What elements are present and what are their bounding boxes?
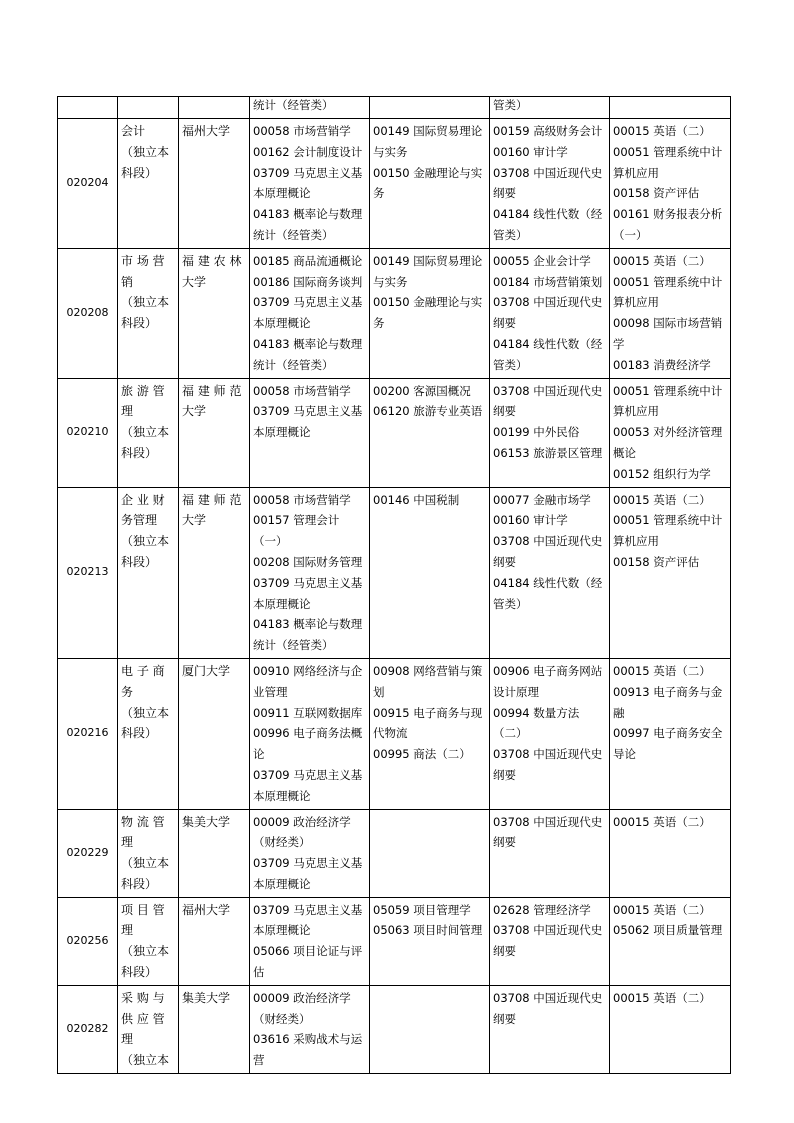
course-table-page [57,96,730,1074]
major-name-cell-line: 科段） [121,876,158,891]
table-body [58,97,731,1074]
course-cell-3-line: 00077 金融市场学 [493,492,591,507]
course-cell-4-line: 00997 电子商务安全 [613,726,723,741]
major-name-cell-line: 务 [121,684,134,699]
school-cell [179,248,250,378]
course-cell-3-line: 00199 中外民俗 [493,425,580,440]
course-cell-4 [610,985,731,1073]
course-cell-3-line: 纲要 [493,554,516,569]
course-cell-3-line: 00994 数量方法（二） [493,705,580,741]
course-cell-1 [250,897,370,985]
course-cell-3-line: 纲要 [493,316,516,331]
course-cell-4-line: 算机应用 [613,165,659,180]
course-cell-1 [250,658,370,809]
major-name-cell-line: （独立本 [121,295,170,310]
course-cell-1-line: 03709 马克思主义基 [253,165,363,180]
course-cell-3-line: 纲要 [493,835,516,850]
course-cell-3 [490,985,610,1073]
course-cell-3 [490,248,610,378]
cont-course-cell-4 [610,97,731,119]
course-cell-2-line: 务 [373,316,385,331]
course-cell-1-line: 05066 项目论证与评 [253,944,363,959]
major-name-cell-line: 理 [121,1032,134,1047]
course-cell-4-line: 融 [613,705,625,720]
table-row [58,985,731,1073]
course-cell-1-line: 03709 马克思主义基 [253,767,363,782]
course-cell-2-line: 00149 国际贸易理论 [373,124,483,138]
school-cell-line: 大学 [182,513,207,528]
school-cell-line: 集美大学 [182,990,231,1005]
course-cell-1-line: 04183 概率论与数理 [253,617,363,632]
course-cell-1 [250,809,370,897]
table-row [58,658,731,809]
course-cell-2-line: 与实务 [373,274,408,289]
school-cell-line: 福 建 师 范 [182,383,242,398]
course-cell-4 [610,809,731,897]
course-cell-4-line: 00913 电子商务与金 [613,684,723,699]
course-cell-2-line: 00200 客源国概况 [373,383,471,398]
course-cell-4-line: 00015 英语（二） [613,990,711,1005]
course-cell-1-line: 业管理 [253,684,288,699]
school-cell [179,378,250,487]
course-cell-4-line: 00015 英语（二） [613,814,711,829]
major-name-cell-line: 务管理 [121,513,158,528]
cont-major-cell [118,97,179,119]
major-name-cell-line: 会计 [121,124,146,138]
course-cell-1-line: 本原理概论 [253,788,311,803]
major-name-cell-line: 供 应 管 [121,1011,165,1026]
course-cell-3-line: 03708 中国近现代史 [493,990,603,1005]
major-name-cell-line: （独立本 [121,534,170,549]
course-cell-4-line: 00015 英语（二） [613,253,711,268]
course-cell-4-line: 00015 英语（二） [613,902,711,917]
course-cell-1-line: 04183 概率论与数理 [253,207,363,222]
course-cell-3-line: 纲要 [493,404,516,419]
table-row [58,248,731,378]
course-cell-3-line: 03708 中国近现代史 [493,923,603,938]
course-cell-2-line: 00995 商法（二） [373,747,471,762]
course-cell-2-line: 与实务 [373,144,408,159]
continuation-row [58,97,731,119]
course-cell-3 [490,809,610,897]
school-cell [179,897,250,985]
course-cell-4-line: 导论 [613,747,636,762]
course-cell-2 [370,119,490,249]
major-name-cell-line: 科段） [121,165,158,180]
school-cell [179,487,250,658]
course-cell-4 [610,487,731,658]
course-cell-1-line: （财经类） [253,835,311,850]
major-name-cell-line: （独立本 [121,425,170,440]
course-cell-1 [250,248,370,378]
major-code-cell: 020213 [58,487,118,658]
major-code-cell: 020282 [58,985,118,1073]
major-name-cell [118,119,179,249]
course-cell-1-line: 本原理概论 [253,876,311,891]
course-cell-1-line: 04183 概率论与数理 [253,336,363,351]
major-name-cell-line: 科段） [121,965,158,980]
course-cell-2-line: 划 [373,684,385,699]
major-name-cell-line: 科段） [121,726,158,741]
course-cell-2-line: 00150 金融理论与实 [373,165,483,180]
course-cell-4-line: 00183 消费经济学 [613,357,711,372]
school-cell [179,985,250,1073]
course-cell-3-line: 04184 线性代数（经 [493,575,603,590]
course-cell-4 [610,248,731,378]
course-cell-1-line: 00009 政治经济学 [253,990,351,1005]
major-name-cell [118,487,179,658]
course-cell-3-line: 04184 线性代数（经 [493,207,603,222]
course-cell-1-line: 03709 马克思主义基 [253,404,363,419]
course-cell-2 [370,378,490,487]
course-cell-3-line: 03708 中国近现代史 [493,534,603,549]
school-cell [179,658,250,809]
major-name-cell-line: 销 [121,274,134,289]
course-cell-1-line: 03709 马克思主义基 [253,575,363,590]
course-cell-4-line: 00051 管理系统中计 [613,383,723,398]
major-name-cell-line: 企 业 财 [121,492,165,507]
course-cell-2-line: 05063 项目时间管理 [373,923,483,938]
course-cell-1-line: 03709 马克思主义基 [253,295,363,310]
course-cell-3-line: 00159 高级财务会计 [493,124,603,138]
table-row [58,487,731,658]
course-cell-3-line: 纲要 [493,767,516,782]
course-cell-2 [370,985,490,1073]
course-cell-4-line: 00015 英语（二） [613,663,711,678]
cont-school-cell [179,97,250,119]
table-row [58,809,731,897]
course-cell-3-line: 00906 电子商务网站 [493,663,603,678]
course-cell-2-line: 代物流 [373,726,408,741]
course-cell-4-line: 00158 资产评估 [613,554,700,569]
course-cell-3-line: 设计原理 [493,684,539,699]
course-cell-1-line: 统计（经管类） [253,357,334,372]
course-cell-1-line: 00058 市场营销学 [253,492,351,507]
course-cell-1-line: 03709 马克思主义基 [253,856,363,871]
course-cell-4-line: 00051 管理系统中计 [613,144,723,159]
course-cell-2-line: 00908 网络营销与策 [373,663,483,678]
course-cell-1 [250,378,370,487]
course-cell-3 [490,378,610,487]
major-name-cell-line: 科段） [121,316,158,331]
course-cell-3-line: 03708 中国近现代史 [493,814,603,829]
course-cell-2-line: 务 [373,186,385,201]
course-cell-1-line: 估 [253,965,265,980]
course-cell-4-line: 算机应用 [613,295,659,310]
major-name-cell-line: 旅 游 管 [121,383,165,398]
school-cell [179,809,250,897]
course-cell-4-line: 学 [613,336,625,351]
major-name-cell [118,658,179,809]
course-cell-3-line: 00160 审计学 [493,144,568,159]
course-cell-1-line: 00162 会计制度设计 [253,144,363,159]
course-cell-3 [490,119,610,249]
cont-course-cell-3: 管类） [490,97,610,119]
course-cell-4 [610,378,731,487]
school-cell-line: 福 建 农 林 [182,253,242,268]
course-cell-4-line: 00015 英语（二） [613,124,711,138]
course-cell-3-line: 管类） [493,596,528,611]
course-cell-1 [250,985,370,1073]
course-cell-4-line: 概论 [613,445,636,460]
cont-course-cell-2 [370,97,490,119]
major-code-cell: 020229 [58,809,118,897]
major-name-cell-line: 科段） [121,445,158,460]
course-cell-2-line: 00146 中国税制 [373,492,460,507]
course-cell-1-line: 本原理概论 [253,923,311,938]
course-cell-1-line: 本原理概论 [253,316,311,331]
course-cell-3-line: 03708 中国近现代史 [493,383,603,398]
course-cell-3-line: 管类） [493,227,528,242]
school-cell-line: 福州大学 [182,902,231,917]
course-cell-1-line: 00911 互联网数据库 [253,705,363,720]
course-cell-3 [490,658,610,809]
course-cell-1-line: 本原理概论 [253,596,311,611]
course-cell-4-line: 00015 英语（二） [613,492,711,507]
course-cell-4-line: 00161 财务报表分析 [613,207,723,222]
cont-course-cell-1: 统计（经管类） [250,97,370,119]
course-cell-2-line: 06120 旅游专业英语 [373,404,483,419]
major-name-cell-line: （独立本 [121,144,170,159]
course-cell-3-line: 03708 中国近现代史 [493,165,603,180]
course-cell-1-line: 统计（经管类） [253,638,334,653]
major-name-cell-line: （独立本 [121,856,170,871]
course-cell-2 [370,248,490,378]
course-cell-4-line: 算机应用 [613,534,659,549]
major-name-cell-line: 物 流 管 [121,814,165,829]
course-cell-3-line: 02628 管理经济学 [493,902,591,917]
course-cell-2-line: 00915 电子商务与现 [373,705,483,720]
major-name-cell-line: 电 子 商 [121,663,165,678]
major-name-cell-line: （独立本 [121,705,170,720]
course-cell-1-line: 00186 国际商务谈判 [253,274,363,289]
course-cell-3-line: 纲要 [493,944,516,959]
course-cell-2 [370,658,490,809]
course-cell-3-line: 00055 企业会计学 [493,253,591,268]
course-cell-3-line: 04184 线性代数（经 [493,336,603,351]
school-cell [179,119,250,249]
course-table [57,96,731,1074]
course-cell-1-line: 论 [253,747,265,762]
course-cell-1-line: （财经类） [253,1011,311,1026]
major-name-cell-line: 理 [121,404,134,419]
major-code-cell: 020204 [58,119,118,249]
course-cell-1-line: 本原理概论 [253,425,311,440]
course-cell-2 [370,487,490,658]
course-cell-2-line: 00149 国际贸易理论 [373,253,483,268]
major-name-cell-line: 市 场 营 [121,253,165,268]
course-cell-1-line: 00157 管理会计（一） [253,513,340,549]
course-cell-1-line: 00910 网络经济与企 [253,663,363,678]
major-name-cell [118,985,179,1073]
course-cell-4-line: 05062 项目质量管理 [613,923,723,938]
major-code-cell: 020256 [58,897,118,985]
course-cell-1 [250,487,370,658]
table-row [58,897,731,985]
major-name-cell-line: （独立本 [121,1053,170,1068]
course-cell-4-line: 00152 组织行为学 [613,466,711,481]
table-row [58,119,731,249]
course-cell-4-line: 00051 管理系统中计 [613,513,723,528]
course-cell-1-line: 00058 市场营销学 [253,383,351,398]
course-cell-2-line: 00150 金融理论与实 [373,295,483,310]
major-name-cell [118,809,179,897]
major-name-cell-line: 采 购 与 [121,990,165,1005]
course-cell-2-line: 05059 项目管理学 [373,902,471,917]
course-cell-3-line: 03708 中国近现代史 [493,747,603,762]
school-cell-line: 大学 [182,404,207,419]
course-cell-4 [610,658,731,809]
course-cell-4-line: 00158 资产评估 [613,186,700,201]
course-cell-3 [490,487,610,658]
course-cell-1-line: 03709 马克思主义基 [253,902,363,917]
school-cell-line: 厦门大学 [182,663,231,678]
course-cell-1-line: 00208 国际财务管理 [253,554,363,569]
cont-code-cell [58,97,118,119]
course-cell-4-line: 00053 对外经济管理 [613,425,723,440]
course-cell-3-line: 03708 中国近现代史 [493,295,603,310]
course-cell-1-line: 00996 电子商务法概 [253,726,363,741]
major-code-cell: 020210 [58,378,118,487]
course-cell-3-line: 00160 审计学 [493,513,568,528]
school-cell-line: 集美大学 [182,814,231,829]
course-cell-4-line: 00098 国际市场营销 [613,316,723,331]
course-cell-3-line: 纲要 [493,186,516,201]
major-name-cell [118,248,179,378]
course-cell-3-line: 06153 旅游景区管理 [493,445,603,460]
school-cell-line: 大学 [182,274,207,289]
course-cell-1-line: 统计（经管类） [253,227,334,242]
course-cell-2 [370,809,490,897]
major-name-cell [118,378,179,487]
course-cell-1-line: 本原理概论 [253,186,311,201]
course-cell-1-line: 03616 采购战术与运 [253,1032,363,1047]
course-cell-3 [490,897,610,985]
course-cell-4 [610,119,731,249]
school-cell-line: 福州大学 [182,124,231,138]
course-cell-4-line: （一） [613,227,648,242]
course-cell-4 [610,897,731,985]
course-cell-4-line: 算机应用 [613,404,659,419]
major-name-cell-line: 理 [121,835,134,850]
course-cell-3-line: 纲要 [493,1011,516,1026]
major-name-cell-line: （独立本 [121,944,170,959]
major-code-cell: 020216 [58,658,118,809]
major-name-cell-line: 科段） [121,554,158,569]
course-cell-3-line: 管类） [493,357,528,372]
course-cell-1-line: 00009 政治经济学 [253,814,351,829]
major-name-cell [118,897,179,985]
course-cell-3-line: 00184 市场营销策划 [493,274,603,289]
course-cell-1-line: 00185 商品流通概论 [253,253,363,268]
major-name-cell-line: 理 [121,923,134,938]
major-name-cell-line: 项 目 管 [121,902,165,917]
school-cell-line: 福 建 师 范 [182,492,242,507]
course-cell-1-line: 00058 市场营销学 [253,124,351,138]
table-row [58,378,731,487]
course-cell-2 [370,897,490,985]
course-cell-4-line: 00051 管理系统中计 [613,274,723,289]
course-cell-1 [250,119,370,249]
major-code-cell: 020208 [58,248,118,378]
course-cell-1-line: 营 [253,1053,265,1068]
